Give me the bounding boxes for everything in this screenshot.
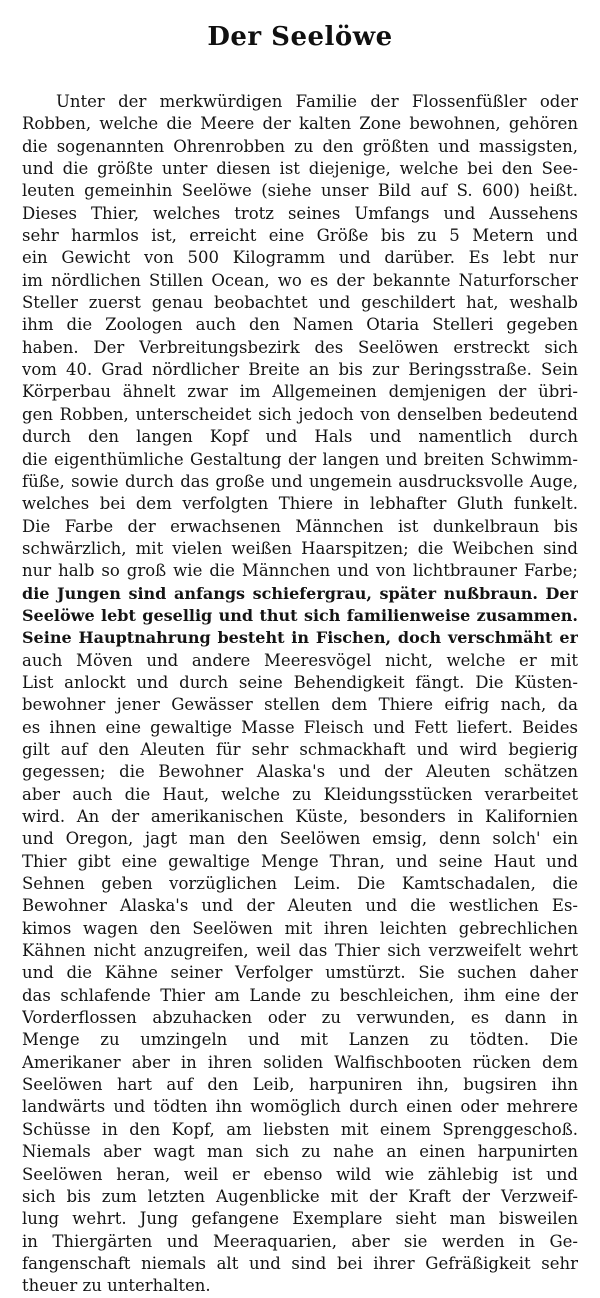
text-line: leuten gemeinhin Seelöwe (siehe unser Bild auf S. 600) heißt. — [22, 181, 578, 201]
text-line: Seine Hauptnahrung besteht in Fischen, doch verschmäht er — [22, 628, 578, 648]
text-line: aber auch die Haut, welche zu Kleidungsstücken verarbeitet — [22, 784, 578, 804]
article-body — [22, 91, 578, 1298]
text-line: Niemals aber wagt man sich zu nahe an einen harpunirten — [22, 1142, 578, 1162]
text-line: Körperbau ähnelt zwar im Allgemeinen demjenigen der übri- — [22, 382, 578, 402]
text-line: in Thiergärten und Meeraquarien, aber sie werden in Ge- — [22, 1231, 578, 1251]
text-line: die eigenthümliche Gestaltung der langen und breiten Schwimm- — [22, 449, 578, 469]
text-line: die Jungen sind anfangs schiefergrau, später nußbraun. Der — [22, 583, 578, 603]
text-line: es ihnen eine gewaltige Masse Fleisch und Fett liefert. Beides — [22, 717, 578, 737]
text-line: im nördlichen Stillen Ocean, wo es der bekannte Naturforscher — [22, 270, 578, 290]
text-line: und die Kähne seiner Verfolger umstürzt. Sie suchen daher — [22, 963, 578, 983]
text-line: Unter der merkwürdigen Familie der Flossenfüßler oder — [56, 92, 578, 111]
text-line: Amerikaner aber in ihren soliden Walfischbooten rücken dem — [22, 1052, 578, 1072]
text-line: auch Möven und andere Meeresvögel nicht, welche er mit — [22, 650, 578, 670]
text-line: und Oregon, jagt man den Seelöwen emsig, denn solch' ein — [22, 829, 578, 849]
text-line: Menge zu umzingeln und mit Lanzen zu tödten. Die — [22, 1030, 578, 1050]
text-line: Steller zuerst genau beobachtet und geschildert hat, weshalb — [22, 293, 578, 313]
text-line: haben. Der Verbreitungsbezirk des Seelöwen erstreckt sich — [22, 337, 578, 357]
text-line: sich bis zum letzten Augenblicke mit der Kraft der Verzweif- — [22, 1186, 578, 1206]
text-line: nur halb so groß wie die Männchen und von lichtbrauner Farbe; — [22, 561, 578, 581]
text-line: und die größte unter diesen ist diejenige, welche bei den See- — [22, 159, 578, 179]
text-line: welches bei dem verfolgten Thiere in lebhafter Gluth funkelt. — [22, 494, 578, 514]
text-line: das schlafende Thier am Lande zu beschleichen, ihm eine der — [22, 985, 578, 1005]
text-line: gen Robben, unterscheidet sich jedoch von denselben bedeutend — [22, 404, 578, 424]
text-line: die sogenannten Ohrenrobben zu den größten und massigsten, — [22, 136, 578, 156]
text-line: fangenschaft niemals alt und sind bei ihrer Gefräßigkeit sehr — [22, 1253, 578, 1273]
text-line: sehr harmlos ist, erreicht eine Größe bis zu 5 Metern und — [22, 226, 578, 246]
text-line: vom 40. Grad nördlicher Breite an bis zur Beringsstraße. Sein — [22, 360, 578, 380]
text-line: lung wehrt. Jung gefangene Exemplare sieht man bisweilen — [22, 1209, 578, 1229]
text-line: wird. An der amerikanischen Küste, besonders in Kalifornien — [22, 807, 578, 826]
text-line: theuer zu unterhalten. — [22, 1276, 211, 1296]
text-line: Bewohner Alaska's und der Aleuten und die westlichen Es- — [22, 896, 578, 916]
text-line: Kähnen nicht anzugreifen, weil das Thier sich verzweifelt wehrt — [22, 941, 578, 961]
text-line: gilt auf den Aleuten für sehr schmackhaft und wird begierig — [22, 739, 578, 759]
text-line: ein Gewicht von 500 Kilogramm und darüber. Es lebt nur — [22, 248, 578, 268]
text-line: füße, sowie durch das große und ungemein ausdrucksvolle Auge, — [22, 471, 578, 491]
text-line: Die Farbe der erwachsenen Männchen ist dunkelbraun bis — [22, 516, 578, 536]
text-line: Vorderflossen abzuhacken oder zu verwunden, es dann in — [22, 1008, 578, 1028]
text-line: schwärzlich, mit vielen weißen Haarspitzen; die Weibchen sind — [22, 538, 578, 558]
text-line: Thier gibt eine gewaltige Menge Thran, und seine Haut und — [22, 851, 578, 871]
text-line: Sehnen geben vorzüglichen Leim. Die Kamtschadalen, die — [22, 874, 578, 894]
text-line: durch den langen Kopf und Hals und namentlich durch — [22, 427, 578, 447]
text-line: gegessen; die Bewohner Alaska's und der Aleuten schätzen — [22, 762, 578, 782]
text-line: Seelöwen heran, weil er ebenso wild wie zählebig ist und — [22, 1164, 578, 1184]
text-line: Seelöwen hart auf den Leib, harpuniren ihn, bugsiren ihn — [22, 1075, 578, 1095]
text-line: kimos wagen den Seelöwen mit ihren leichten gebrechlichen — [22, 918, 578, 938]
text-line: Seelöwe lebt gesellig und thut sich familienweise zusammen. — [22, 605, 578, 625]
text-line: ihm die Zoologen auch den Namen Otaria Stelleri gegeben — [22, 315, 578, 335]
article-title: Der Seelöwe — [207, 22, 393, 52]
text-line: Robben, welche die Meere der kalten Zone bewohnen, gehören — [22, 114, 578, 134]
text-line: bewohner jener Gewässer stellen dem Thiere eifrig nach, da — [22, 695, 578, 715]
text-line: landwärts und tödten ihn womöglich durch einen oder mehrere — [22, 1097, 578, 1117]
text-line: Dieses Thier, welches trotz seines Umfangs und Aussehens — [22, 203, 578, 223]
text-line: List anlockt und durch seine Behendigkeit fängt. Die Küsten- — [22, 672, 578, 692]
text-line: Schüsse in den Kopf, am liebsten mit einem Sprenggeschoß. — [22, 1119, 578, 1139]
